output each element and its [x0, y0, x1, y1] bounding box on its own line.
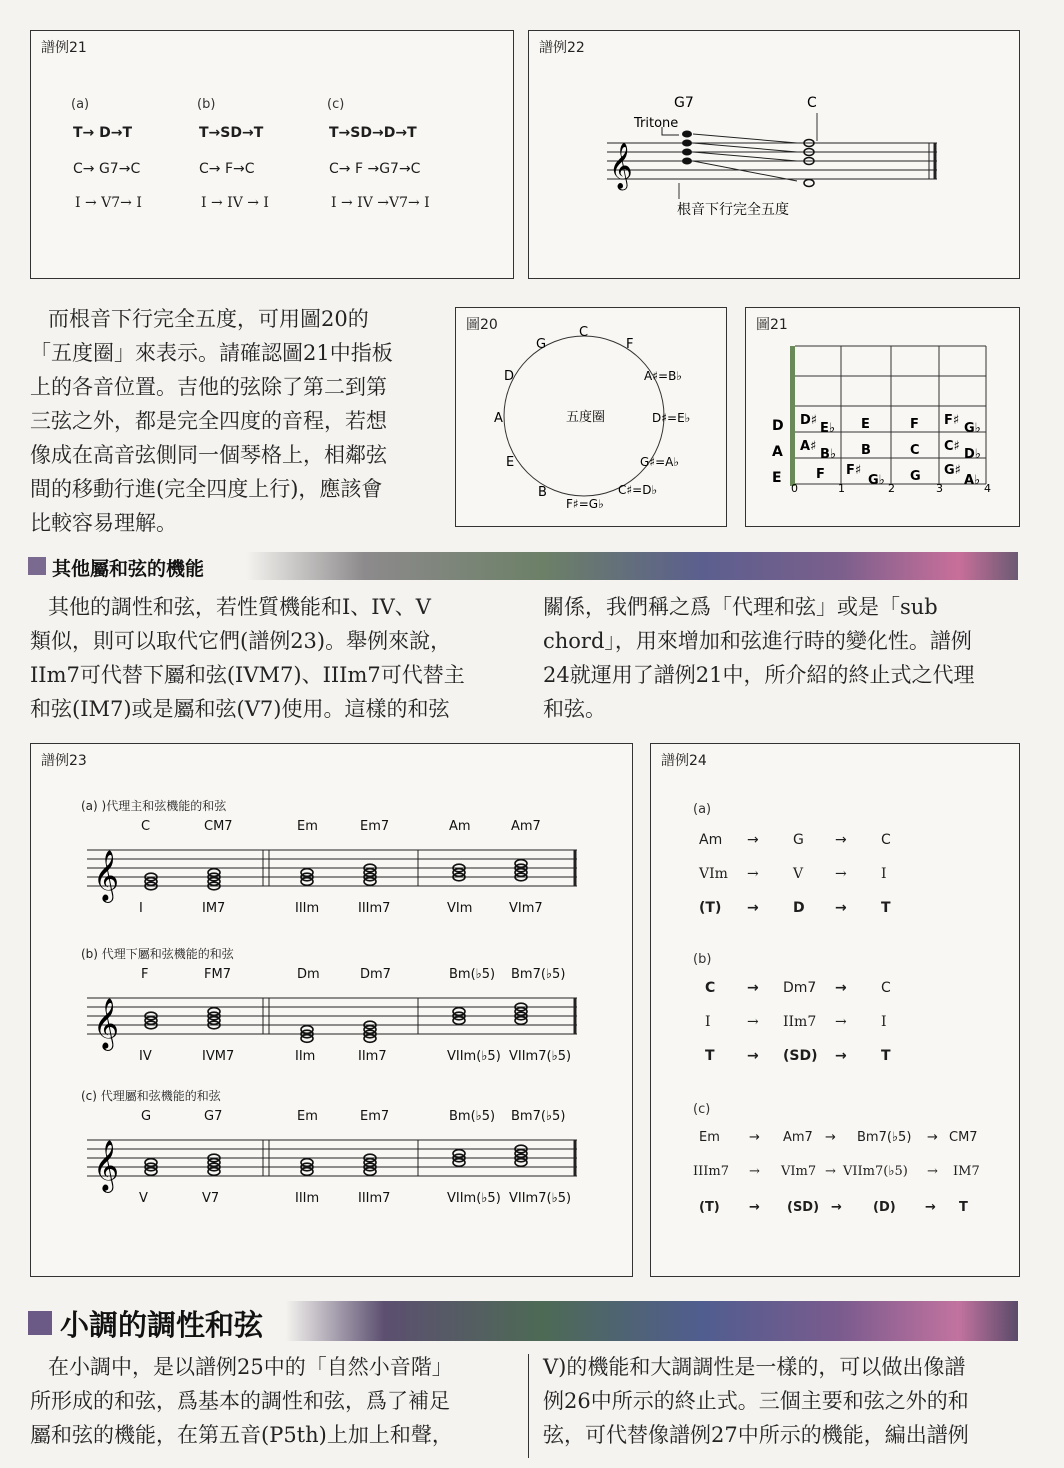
ex24-cell: VIm7 [781, 1164, 817, 1179]
ex21-c-chords: C→ F →G7→C [329, 161, 421, 177]
ex23-roman-numeral: IIIm [295, 901, 320, 916]
fret-note: F [816, 467, 825, 482]
string-label: E [772, 470, 782, 486]
ex23-roman-numeral: VIm [447, 901, 473, 916]
example-22-box [528, 30, 1020, 279]
ex23-roman-numeral: VIIm7(♭5) [509, 1191, 572, 1206]
ex21-col-c-label: (c) [327, 97, 345, 112]
ex22-g7-label: G7 [674, 95, 694, 111]
ex24-arrow: → [835, 1014, 847, 1030]
fret-number: 2 [888, 482, 895, 495]
ex21-a-function: T→ D→T [73, 125, 133, 141]
fret-note: G♯ [944, 463, 961, 478]
para1-line: 間的移動行進(完全四度上行)，應該會 [30, 477, 383, 501]
ex22-staff-figure [529, 31, 1019, 278]
circle-of-fifths [456, 308, 726, 526]
section-2-title: 小調的調性和弦 [60, 1303, 271, 1344]
para1-line: 三弦之外，都是完全四度的音程，若想 [30, 409, 387, 433]
ex23-chord-name: Em [297, 819, 318, 834]
example-23-title: 譜例23 [41, 753, 87, 769]
ex23-chord-name: Am [449, 819, 471, 834]
para3-line: 屬和弦的機能，在第五音(P5th)上加上和聲， [30, 1423, 453, 1447]
ex24-cell: T [959, 1200, 968, 1215]
para1-line: 上的各音位置。吉他的弦除了第二到第 [30, 375, 387, 399]
ex23-roman-numeral: IIm [295, 1049, 316, 1064]
para2-line: IIm7可代替下屬和弦(IVM7)、IIIm7可代替主 [30, 663, 465, 687]
fret-note: E♭ [820, 421, 836, 436]
ex24-cell: IIIm7 [693, 1164, 730, 1179]
ex24-cell: I [881, 866, 887, 882]
ex23-roman-numeral: IIIm7 [358, 1191, 391, 1206]
banner-square-icon [28, 557, 46, 575]
example-21-title: 譜例21 [41, 40, 87, 56]
ex23-roman-numeral: VIm7 [509, 901, 543, 916]
ex24-arrow: → [927, 1130, 938, 1145]
para2-line: chord」，用來增加和弦進行時的變化性。譜例 [543, 629, 972, 653]
fret-note: C♯ [944, 439, 960, 454]
ex23-roman-numeral: I [139, 901, 143, 916]
para2-line: 其他的調性和弦，若性質機能和I、IV、V [48, 595, 431, 619]
ex21-col-a-label: (a) [71, 97, 90, 112]
fret-number: 0 [791, 482, 798, 495]
ex23-chord-name: Em7 [360, 1109, 390, 1124]
ex24-cell: T [705, 1048, 715, 1064]
banner-square-icon [28, 1311, 52, 1335]
treble-clef-icon: 𝄞 [93, 850, 120, 901]
ex23-chord-name: FM7 [204, 967, 231, 982]
fret-note: B [861, 443, 871, 458]
ex21-c-roman: I → IV →V7→ I [331, 195, 430, 211]
ex23-roman-numeral: IM7 [202, 901, 226, 916]
ex24-cell: IM7 [953, 1164, 980, 1179]
circle-note: D [504, 369, 515, 384]
ex23-staff-heading: (a) )代理主和弦機能的和弦 [81, 799, 227, 813]
fret-note: D♭ [964, 447, 981, 462]
circle-note: G♯=A♭ [640, 455, 680, 469]
example-22-title: 譜例22 [539, 40, 585, 56]
ex23-chord-name: Bm7(♭5) [511, 1109, 566, 1124]
ex23-chord-name: Em [297, 1109, 318, 1124]
ex24-cell: T [881, 900, 891, 916]
ex24-cell: (T) [699, 900, 722, 916]
circle-note: D♯=E♭ [652, 411, 691, 425]
column-divider [528, 1354, 529, 1458]
ex23-chord-name: F [141, 967, 149, 982]
ex24-cell: IIm7 [783, 1014, 817, 1030]
circle-note: F♯=G♭ [566, 497, 604, 511]
ex23-chord-name: Dm [297, 967, 320, 982]
ex24-arrow: → [747, 1048, 759, 1064]
fretboard-diagram [746, 308, 1019, 526]
ex24-arrow: → [835, 980, 847, 996]
string-label: A [772, 444, 783, 460]
fret-note: F♯ [846, 463, 862, 478]
ex24-a-label: (a) [693, 802, 712, 817]
ex23-roman-numeral: IIIm7 [358, 901, 391, 916]
circle-note: C♯=D♭ [618, 483, 658, 497]
fret-note: A♯ [800, 439, 817, 454]
ex24-arrow: → [925, 1200, 936, 1215]
ex23-staff-heading: (c) 代理屬和弦機能的和弦 [81, 1089, 221, 1103]
section-1-title: 其他屬和弦的機能 [52, 554, 212, 581]
ex24-cell: VIm [699, 866, 728, 882]
para2-line: 和弦(IM7)或是屬和弦(V7)使用。這樣的和弦 [30, 697, 450, 721]
para1-line: 「五度圈」來表示。請確認圖21中指板 [30, 341, 393, 365]
circle-note: C [579, 325, 589, 340]
ex24-arrow: → [747, 900, 759, 916]
ex24-cell: (SD) [783, 1048, 818, 1064]
para2-line: 類似，則可以取代它們(譜例23)。舉例來說， [30, 629, 452, 653]
fret-number: 4 [984, 482, 991, 495]
figure-21-title: 圖21 [756, 317, 788, 333]
fret-note: A♭ [964, 473, 981, 488]
ex24-cell: V [793, 866, 804, 882]
figure-20-box [455, 307, 727, 527]
ex23-chord-name: Bm(♭5) [449, 967, 496, 982]
para1-line: 比較容易理解。 [30, 511, 177, 535]
ex24-arrow: → [749, 1130, 760, 1145]
figure-20-title: 圖20 [466, 317, 498, 333]
ex24-cell: (D) [873, 1200, 896, 1215]
ex24-arrow: → [747, 832, 759, 848]
para3-line: 例26中所示的終止式。三個主要和弦之外的和 [543, 1389, 969, 1413]
figure-21-box [745, 307, 1020, 527]
para2-line: 關係，我們稱之爲「代理和弦」或是「sub [543, 595, 938, 619]
ex22-c-label: C [807, 95, 817, 111]
ex21-a-chords: C→ G7→C [73, 161, 141, 177]
circle-note: E [506, 455, 515, 470]
paragraph-2-right [543, 590, 974, 726]
para1-line: 像成在高音弦側同一個琴格上，相鄰弦 [30, 443, 387, 467]
ex24-arrow: → [749, 1200, 760, 1215]
ex23-chord-name: Bm(♭5) [449, 1109, 496, 1124]
ex21-b-function: T→SD→T [199, 125, 264, 141]
paragraph-1 [30, 302, 393, 540]
fret-number: 3 [936, 482, 943, 495]
treble-clef-icon: 𝄞 [609, 143, 633, 189]
ex23-chord-name: G7 [204, 1109, 223, 1124]
ex24-cell: Dm7 [783, 980, 817, 996]
ex22-resolution-arrows [693, 134, 797, 181]
treble-clef-icon: 𝄞 [93, 1140, 120, 1191]
ex24-cell: C [881, 832, 891, 848]
ex23-roman-numeral: VIIm7(♭5) [509, 1049, 572, 1064]
ex23-roman-numeral: IIm7 [358, 1049, 387, 1064]
section-banner-1 [28, 552, 1018, 580]
fret-note: G♭ [868, 473, 885, 488]
ex24-cell: (SD) [787, 1200, 820, 1215]
fret-note: G [910, 469, 921, 484]
fret-note: F♯ [944, 413, 960, 428]
fret-note: F [910, 417, 919, 432]
ex24-cell: T [881, 1048, 891, 1064]
fret-note: E [861, 417, 870, 432]
para3-line: V)的機能和大調調性是一樣的，可以做出像譜 [543, 1355, 966, 1379]
ex22-staff-lines [607, 143, 937, 179]
circle-note: A♯=B♭ [644, 369, 682, 383]
para2-line: 和弦。 [543, 697, 606, 721]
para3-line: 弦，可代替像譜例27中所示的機能，編出譜例 [543, 1423, 969, 1447]
fret-note: B♭ [820, 447, 837, 462]
circle-note: F [626, 337, 634, 352]
ex24-arrow: → [747, 980, 759, 996]
ex24-arrow: → [835, 900, 847, 916]
ex24-cell: I [881, 1014, 887, 1030]
ex22-caption: 根音下行完全五度 [677, 202, 789, 218]
ex24-arrow: → [835, 1048, 847, 1064]
ex23-roman-numeral: VIIm(♭5) [447, 1049, 501, 1064]
ex24-arrow: → [825, 1164, 836, 1179]
ex23-chord-name: Em7 [360, 819, 390, 834]
para2-line: 24就運用了譜例21中，所介紹的終止式之代理 [543, 663, 975, 687]
ex24-cell: D [793, 900, 805, 916]
ex24-arrow: → [831, 1200, 842, 1215]
ex24-arrow: → [927, 1164, 938, 1179]
paragraph-2-left [30, 590, 465, 726]
ex24-c-label: (c) [693, 1102, 711, 1117]
ex24-cell: Am [699, 832, 723, 848]
example-24-title: 譜例24 [661, 753, 707, 769]
ex24-arrow: → [835, 832, 847, 848]
ex24-cell: (T) [699, 1200, 720, 1215]
ex24-cell: VIIm7(♭5) [843, 1164, 908, 1179]
ex24-cell: Em [699, 1130, 720, 1145]
ex24-arrow: → [749, 1164, 760, 1179]
ex24-arrow: → [825, 1130, 836, 1145]
paragraph-3-left [30, 1350, 453, 1452]
ex24-cell: I [705, 1014, 711, 1030]
ex24-cell: G [793, 832, 804, 848]
circle-center-label: 五度圈 [566, 410, 606, 425]
ex24-arrow: → [747, 866, 759, 882]
para3-line: 所形成的和弦，爲基本的調性和弦，爲了補足 [30, 1389, 450, 1413]
fret-note: C [910, 443, 920, 458]
ex23-chord-name: Bm7(♭5) [511, 967, 566, 982]
ex21-b-chords: C→ F→C [199, 161, 255, 177]
treble-clef-icon: 𝄞 [93, 998, 120, 1049]
ex24-cell: Bm7(♭5) [857, 1130, 912, 1145]
para3-line: 在小調中，是以譜例25中的「自然小音階」 [48, 1355, 453, 1379]
ex23-chord-name: Am7 [511, 819, 541, 834]
ex23-chord-name: C [141, 819, 151, 834]
example-24-box [650, 743, 1020, 1277]
circle-note: A [494, 411, 503, 426]
ex23-chord-name: CM7 [204, 819, 233, 834]
ex24-cell: C [705, 980, 716, 996]
ex23-staff-heading: (b) 代理下屬和弦機能的和弦 [81, 947, 234, 961]
ex23-chord-name: Dm7 [360, 967, 391, 982]
ex23-staves [31, 744, 631, 1274]
paragraph-3-right [543, 1350, 969, 1452]
ex23-chord-name: G [141, 1109, 152, 1124]
section-banner-2 [28, 1301, 1018, 1341]
example-23-box [30, 743, 633, 1277]
ex24-b-label: (b) [693, 952, 712, 967]
circle-note: B [538, 485, 547, 500]
circle-note: G [536, 337, 547, 352]
ex21-c-function: T→SD→D→T [329, 125, 417, 141]
fret-note: G♭ [964, 421, 981, 436]
ex22-tritone-label: Tritone [634, 116, 679, 131]
para1-line: 而根音下行完全五度，可用圖20的 [48, 307, 369, 331]
ex23-roman-numeral: IIIm [295, 1191, 320, 1206]
ex23-roman-numeral: IVM7 [202, 1049, 235, 1064]
ex21-b-roman: I → IV → I [201, 195, 269, 211]
example-21-box [30, 30, 514, 279]
ex24-cell: Am7 [783, 1130, 813, 1145]
string-label: D [772, 418, 784, 434]
ex22-g7-chord [682, 131, 692, 165]
ex24-arrow: → [747, 1014, 759, 1030]
fret-number: 1 [838, 482, 845, 495]
ex23-roman-numeral: VIIm(♭5) [447, 1191, 501, 1206]
ex21-a-roman: I → V7→ I [75, 195, 142, 211]
ex23-roman-numeral: IV [139, 1049, 152, 1064]
ex23-roman-numeral: V7 [202, 1191, 220, 1206]
ex24-cell: C [881, 980, 891, 996]
fret-note: D♯ [800, 413, 818, 428]
ex24-arrow: → [835, 866, 847, 882]
ex23-roman-numeral: V [139, 1191, 148, 1206]
ex24-cell: CM7 [949, 1130, 978, 1145]
ex21-col-b-label: (b) [197, 97, 216, 112]
